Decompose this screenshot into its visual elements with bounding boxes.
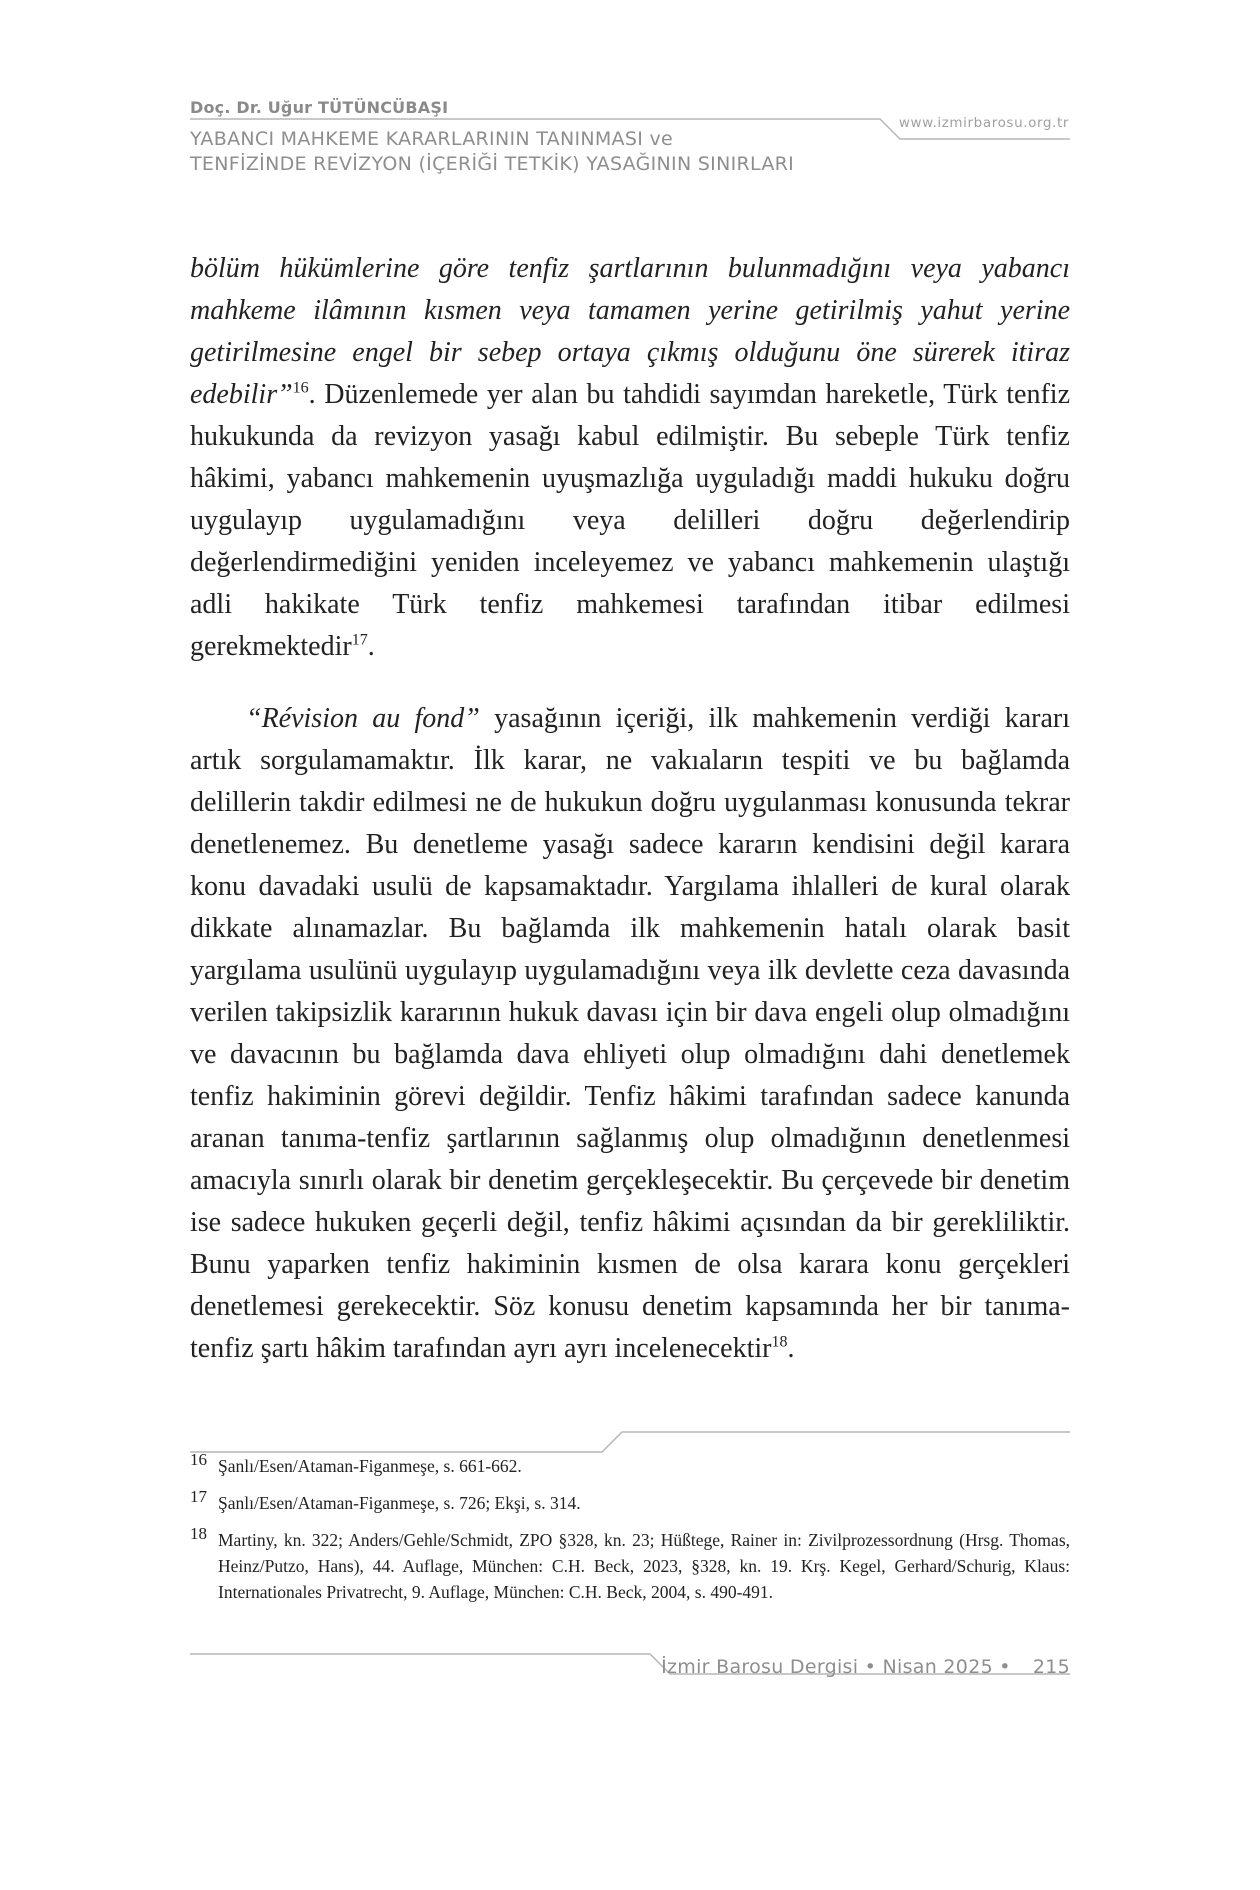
footnote-ref-18: 18 bbox=[771, 1333, 788, 1351]
footer-journal: İzmir Barosu Dergisi • Nisan 2025 • bbox=[661, 1656, 1011, 1678]
footnote-text: Şanlı/Esen/Ataman-Figanmeşe, s. 726; Ekşi, s. 314. bbox=[218, 1493, 581, 1513]
page-number: 215 bbox=[1032, 1656, 1070, 1678]
footnote-ref-17: 17 bbox=[351, 631, 368, 649]
footnote-17 bbox=[190, 1487, 1070, 1516]
quoted-provision: bölüm hükümlerine göre tenfiz şartlarının bulunmadığını veya yabancı mahkeme ilâmının kısmen veya tamamen yerine getirilmiş yahut yerine getirilmesine engel bir sebep ortaya çıkmış olduğunu öne sürerek itiraz edebilir” bbox=[190, 253, 1070, 410]
footnote-18 bbox=[190, 1524, 1070, 1605]
footnote-text: Martiny, kn. 322; Anders/Gehle/Schmidt, ZPO §328, kn. 23; Hüßtege, Rainer in: Zivilprozessordnung (Hrsg. Thomas, Heinz/Putzo, Hans), 44. Auflage, München: C.H. Beck, 2023, §328, kn. 19. Krş. Kegel, Gerhard/Schurig, Klaus: Internationales Privatrecht, 9. Auflage, München: C.H. Beck, 2004, s. 490-491. bbox=[218, 1530, 1070, 1602]
header-url: www.izmirbarosu.org.tr bbox=[898, 115, 1069, 131]
footnotes bbox=[190, 1450, 1070, 1616]
paragraph-1 bbox=[190, 248, 1070, 668]
paragraph-2 bbox=[190, 698, 1070, 1370]
footnote-number: 17 bbox=[190, 1487, 207, 1506]
header-title bbox=[190, 127, 890, 177]
paragraph-2-end: . bbox=[787, 1333, 795, 1364]
footnote-number: 16 bbox=[190, 1450, 207, 1469]
paragraph-2-text: yasağının içeriği, ilk mahkemenin verdiği kararı artık sorgulamamaktır. İlk karar, ne vakıaların tespiti ve bu bağlamda delillerin takdir edilmesi ne de hukukun doğru uygulanması konusunda tekrar denetlenemez. Bu denetleme yasağı sadece kararın kendisini değil karara konu davadaki usulü de kapsamaktadır. Yargılama ihlalleri de kural olarak dikkate alınamazlar. Bu bağlamda ilk mahkemenin hatalı olarak basit yargılama usulünü uygulayıp uygulamadığını veya ilk devlette ceza davasında verilen takipsizlik kararının hukuk davası için bir dava engeli olup olmadığını ve davacının bu bağlamda dava ehliyeti olup olmadığını dahi denetlemek tenfiz hakiminin görevi değildir. Tenfiz hâkimi tarafından sadece kanunda aranan tanıma-tenfiz şartlarının sağlanmış olup olmadığının denetlenmesi amacıyla sınırlı olarak bir denetim gerçekleşecektir. Bu çerçevede bir denetim ise sadece hukuken geçerli değil, tenfiz hâkimi açısından da bir gerekliliktir. Bunu yaparken tenfiz hakiminin kısmen de olsa karara konu gerçekleri denetlemesi gerekecektir. Söz konusu denetim kapsamında her bir tanıma-tenfiz şartı hâkim tarafından ayrı ayrı incelenecektir bbox=[190, 703, 1070, 1364]
paragraph-1-text: . Düzenlemede yer alan bu tahdidi sayımdan hareketle, Türk tenfiz hukukunda da revizyon yasağı kabul edilmiştir. Bu sebeple Türk tenfiz hâkimi, yabancı mahkemenin uyuşmazlığa uyguladığı maddi hukuku doğru uygulayıp uygulamadığını veya delilleri doğru değerlendirip değerlendirmediğini yeniden inceleyemez ve yabancı mahkemenin ulaştığı adli hakikate Türk tenfiz mahkemesi tarafından itibar edilmesi gerekmektedir bbox=[190, 379, 1070, 662]
footer bbox=[661, 1656, 1070, 1678]
header-title-line2: TENFİZİNDE REVİZYON (İÇERİĞİ TETKİK) YASAĞININ SINIRLARI bbox=[190, 153, 795, 175]
footnote-ref-16: 16 bbox=[292, 379, 309, 397]
footnote-text: Şanlı/Esen/Ataman-Figanmeşe, s. 661-662. bbox=[218, 1456, 522, 1476]
footnote-number: 18 bbox=[190, 1524, 207, 1543]
header-title-line1: YABANCI MAHKEME KARARLARININ TANINMASI ve bbox=[190, 128, 673, 150]
paragraph-1-end: . bbox=[367, 631, 375, 662]
footnote-16 bbox=[190, 1450, 1070, 1479]
header-author: Doç. Dr. Uğur TÜTÜNCÜBAŞI bbox=[190, 98, 449, 117]
revision-au-fond-term: “Révision au fond” bbox=[246, 703, 480, 734]
